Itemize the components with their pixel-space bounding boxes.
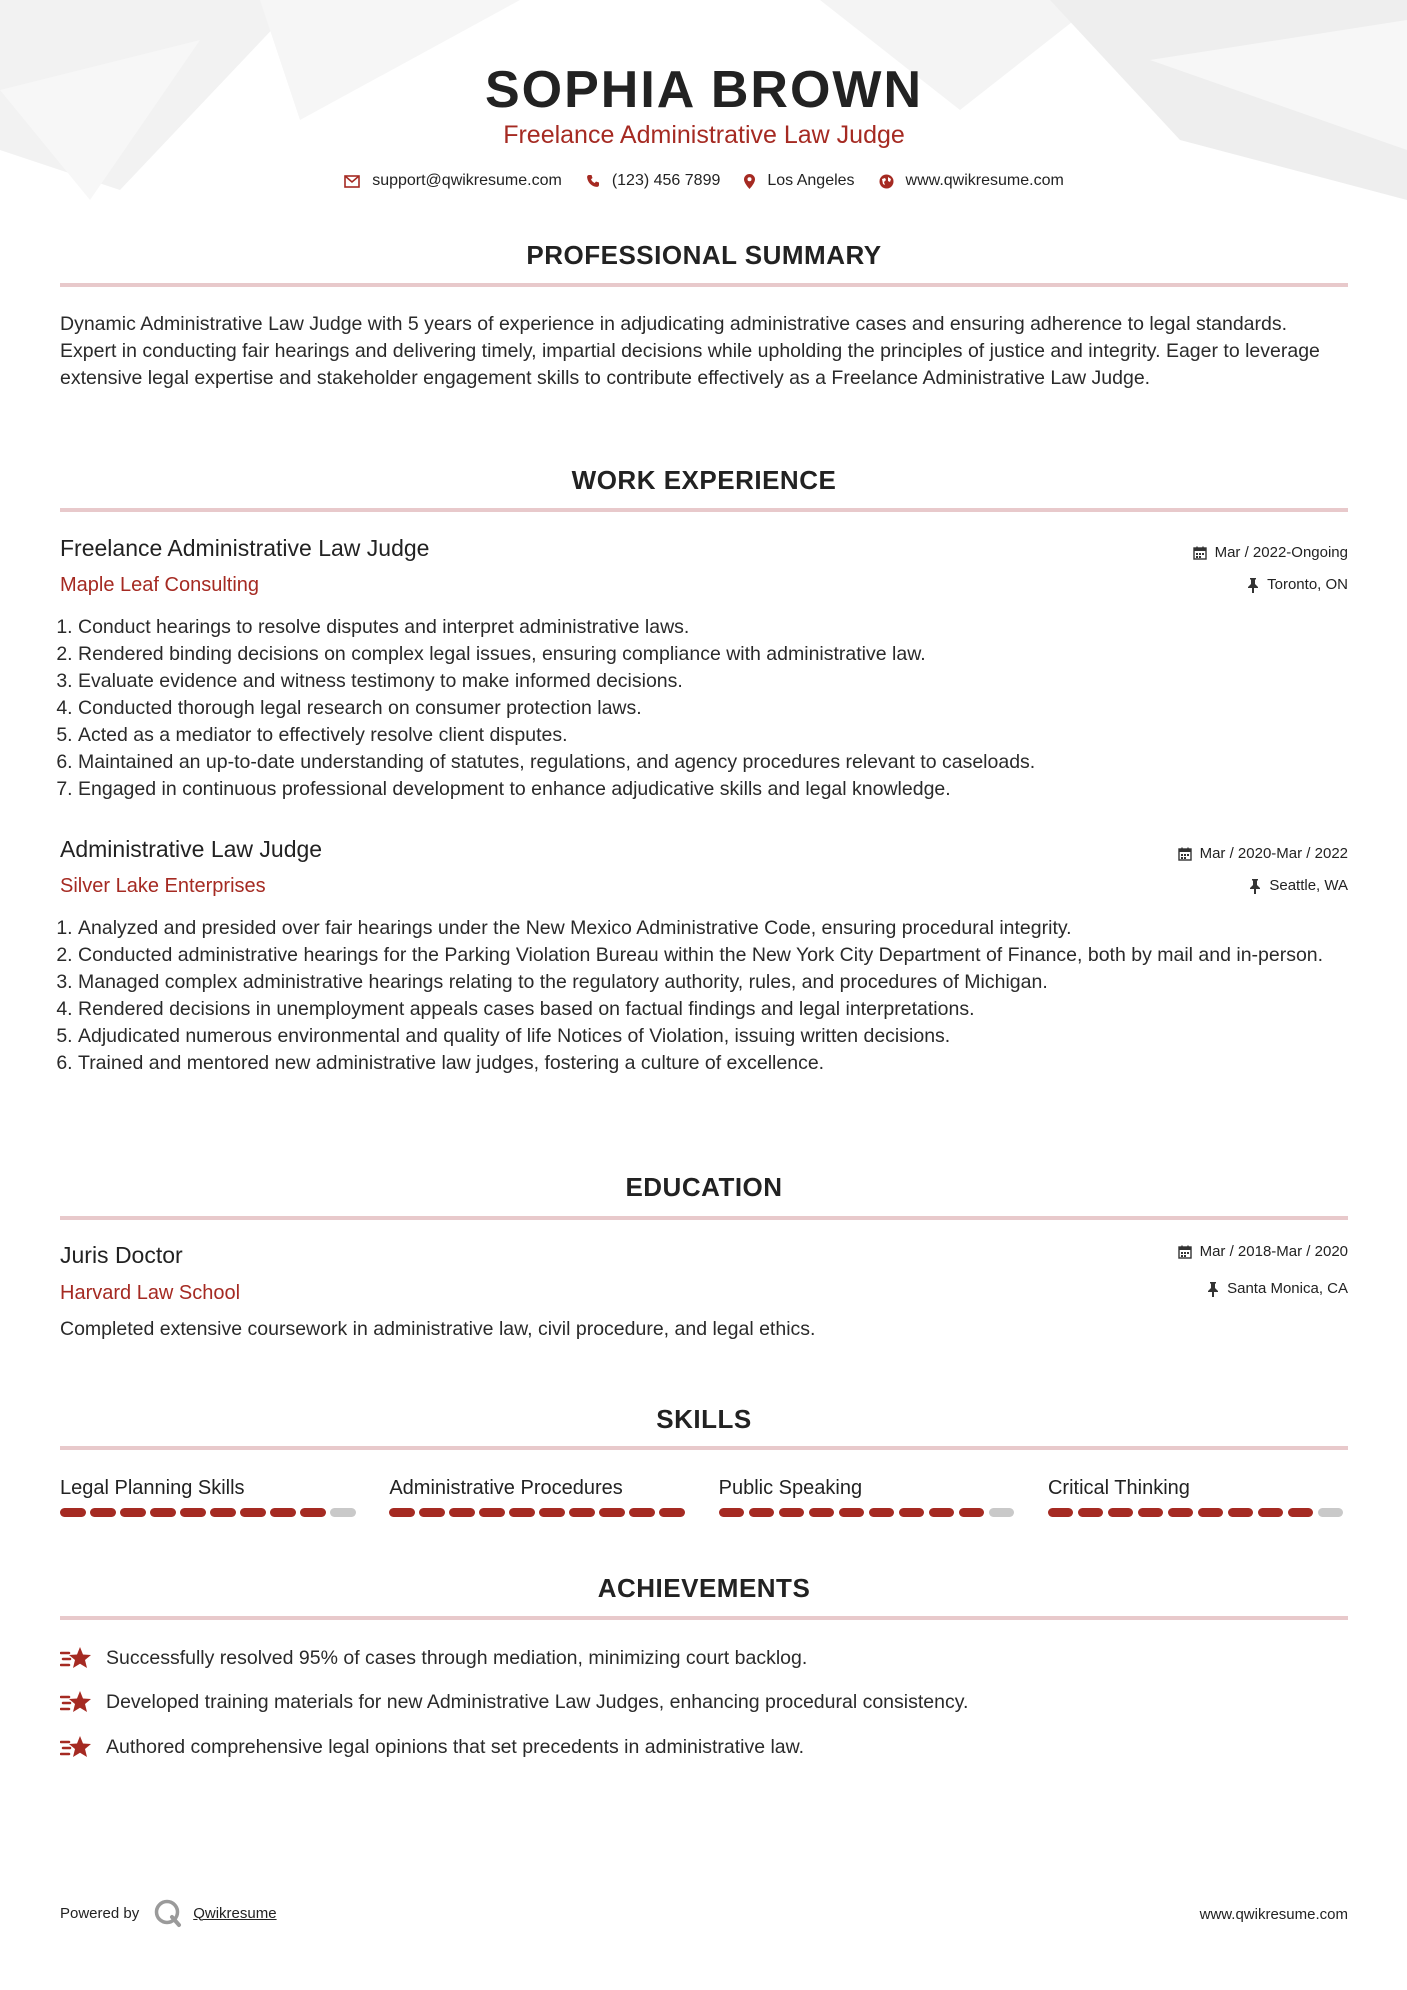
skill-segment-filled bbox=[839, 1508, 865, 1517]
skill-segment-empty bbox=[330, 1508, 356, 1517]
skill-item bbox=[389, 1474, 689, 1517]
achievements-heading: ACHIEVEMENTS bbox=[597, 1573, 811, 1603]
job-bullet: 1. Analyzed and presided over fair hearings under the New Mexico Administrative Code, ensuring procedural integrity. bbox=[78, 915, 1366, 942]
star-icon bbox=[60, 1645, 92, 1671]
job-bullet: 4. Conducted thorough legal research on consumer protection laws. bbox=[78, 695, 1366, 722]
job-bullet: 2. Conducted administrative hearings for the Parking Violation Bureau within the New York City Department of Finance, both by mail and in-person. bbox=[78, 942, 1366, 969]
skill-segment-filled bbox=[90, 1508, 116, 1517]
pushpin-icon bbox=[1247, 578, 1259, 593]
achievement-item bbox=[60, 1644, 807, 1672]
footer-website[interactable]: www.qwikresume.com bbox=[1199, 1906, 1348, 1923]
skill-segment-filled bbox=[210, 1508, 236, 1517]
section-divider bbox=[60, 508, 1348, 512]
skill-segment-filled bbox=[150, 1508, 176, 1517]
experience-heading: WORK EXPERIENCE bbox=[571, 465, 837, 495]
achievement-item bbox=[60, 1733, 804, 1761]
contact-email-text: support@qwikresume.com bbox=[372, 172, 562, 189]
job-bullet: 3. Evaluate evidence and witness testimony to make informed decisions. bbox=[78, 668, 1366, 695]
calendar-icon bbox=[1193, 546, 1207, 560]
skill-rating-bar bbox=[1048, 1508, 1348, 1517]
job-company: Maple Leaf Consulting bbox=[60, 574, 260, 596]
skill-item bbox=[719, 1474, 1019, 1517]
job-dates bbox=[1193, 543, 1348, 563]
map-pin-icon bbox=[744, 174, 755, 189]
skill-segment-filled bbox=[509, 1508, 535, 1517]
section-divider bbox=[60, 1216, 1348, 1220]
job-bullet: 5. Acted as a mediator to effectively resolve client disputes. bbox=[78, 722, 1366, 749]
skill-segment-filled bbox=[120, 1508, 146, 1517]
star-icon bbox=[60, 1689, 92, 1715]
job-bullet: 1. Conduct hearings to resolve disputes and interpret administrative laws. bbox=[78, 614, 1366, 641]
skill-segment-filled bbox=[1258, 1508, 1284, 1517]
skill-segment-filled bbox=[300, 1508, 326, 1517]
job-bullet: 3. Managed complex administrative hearings relating to the regulatory authority, rules, and procedures of Michigan. bbox=[78, 969, 1366, 996]
skill-segment-filled bbox=[599, 1508, 625, 1517]
job-bullet: 2. Rendered binding decisions on complex legal issues, ensuring compliance with administrative law. bbox=[78, 641, 1366, 668]
star-icon bbox=[60, 1734, 92, 1760]
job-location-text: Toronto, ON bbox=[1267, 576, 1348, 593]
job-bullet: 4. Rendered decisions in unemployment appeals cases based on factual findings and legal interpretations. bbox=[78, 996, 1366, 1023]
job-location bbox=[1249, 876, 1348, 896]
education-location bbox=[1207, 1279, 1348, 1299]
achievement-item bbox=[60, 1688, 968, 1716]
footer-branding bbox=[60, 1898, 277, 1928]
skill-segment-filled bbox=[809, 1508, 835, 1517]
skill-segment-empty bbox=[1318, 1508, 1344, 1517]
summary-heading: PROFESSIONAL SUMMARY bbox=[526, 240, 882, 270]
skill-segment-filled bbox=[869, 1508, 895, 1517]
qwikresume-link[interactable]: Qwikresume bbox=[193, 1904, 277, 1922]
contact-phone[interactable] bbox=[586, 172, 721, 190]
skill-rating-bar bbox=[60, 1508, 360, 1517]
summary-text: Dynamic Administrative Law Judge with 5 years of experience in adjudicating administrative cases and ensuring adherence to legal standards. Expert in conducting fair hearings and delivering timely, impartial decisions while upholding the principles of justice and integrity. Eager to leverage extensive legal expertise and stakeholder engagement skills to contribute effectively as a Freelance Administrative Law Judge. bbox=[60, 313, 1320, 389]
job-location-text: Seattle, WA bbox=[1269, 877, 1348, 894]
education-location-text: Santa Monica, CA bbox=[1227, 1280, 1348, 1297]
job-bullet: 5. Adjudicated numerous environmental and quality of life Notices of Violation, issuing written decisions. bbox=[78, 1023, 1366, 1050]
achievement-text: Developed training materials for new Administrative Law Judges, enhancing procedural consistency. bbox=[106, 1691, 969, 1713]
calendar-icon bbox=[1178, 847, 1192, 861]
contact-phone-text: (123) 456 7899 bbox=[611, 172, 721, 189]
education-heading: EDUCATION bbox=[625, 1172, 783, 1202]
contact-location-text: Los Angeles bbox=[767, 172, 855, 189]
skills-list bbox=[60, 1474, 1348, 1517]
job-bullets bbox=[60, 915, 1366, 1077]
powered-by-label: Powered by bbox=[60, 1904, 140, 1922]
skill-rating-bar bbox=[719, 1508, 1019, 1517]
job-dates-text: Mar / 2020-Mar / 2022 bbox=[1199, 845, 1348, 862]
skill-segment-filled bbox=[1108, 1508, 1134, 1517]
pushpin-icon bbox=[1207, 1282, 1219, 1297]
calendar-icon bbox=[1178, 1245, 1192, 1259]
envelope-icon bbox=[344, 175, 360, 188]
section-divider bbox=[60, 1446, 1348, 1450]
skill-segment-filled bbox=[899, 1508, 925, 1517]
skill-segment-filled bbox=[449, 1508, 475, 1517]
job-title: Freelance Administrative Law Judge bbox=[60, 535, 430, 561]
achievement-text: Successfully resolved 95% of cases through mediation, minimizing court backlog. bbox=[106, 1647, 808, 1669]
skill-item bbox=[1048, 1474, 1348, 1517]
contact-location bbox=[744, 172, 854, 190]
skill-segment-filled bbox=[719, 1508, 745, 1517]
skill-segment-filled bbox=[180, 1508, 206, 1517]
skill-segment-filled bbox=[389, 1508, 415, 1517]
skill-segment-filled bbox=[240, 1508, 266, 1517]
skill-label: Public Speaking bbox=[718, 1477, 863, 1499]
contact-website-text: www.qwikresume.com bbox=[905, 172, 1064, 189]
skill-segment-filled bbox=[1048, 1508, 1074, 1517]
job-location bbox=[1247, 575, 1348, 595]
skill-segment-filled bbox=[419, 1508, 445, 1517]
skills-heading: SKILLS bbox=[656, 1404, 752, 1434]
pushpin-icon bbox=[1249, 879, 1261, 894]
skill-label: Legal Planning Skills bbox=[60, 1477, 245, 1499]
skill-segment-filled bbox=[749, 1508, 775, 1517]
skill-segment-filled bbox=[779, 1508, 805, 1517]
skill-segment-filled bbox=[1288, 1508, 1314, 1517]
skill-segment-filled bbox=[1228, 1508, 1254, 1517]
candidate-name: SOPHIA BROWN bbox=[484, 61, 924, 119]
section-divider bbox=[60, 283, 1348, 287]
skill-segment-filled bbox=[929, 1508, 955, 1517]
education-school: Harvard Law School bbox=[60, 1282, 241, 1304]
job-dates bbox=[1178, 844, 1348, 864]
skill-segment-filled bbox=[959, 1508, 985, 1517]
education-dates bbox=[1178, 1242, 1348, 1262]
skill-segment-filled bbox=[539, 1508, 565, 1517]
job-dates-text: Mar / 2022-Ongoing bbox=[1214, 544, 1348, 561]
skill-segment-filled bbox=[659, 1508, 685, 1517]
skill-segment-filled bbox=[629, 1508, 655, 1517]
skill-label: Critical Thinking bbox=[1047, 1477, 1190, 1499]
job-title: Administrative Law Judge bbox=[60, 836, 323, 862]
skill-segment-filled bbox=[1138, 1508, 1164, 1517]
contact-bar bbox=[60, 172, 1348, 190]
skill-label: Administrative Procedures bbox=[389, 1477, 623, 1499]
skill-segment-filled bbox=[1078, 1508, 1104, 1517]
skill-segment-filled bbox=[60, 1508, 86, 1517]
skill-item bbox=[60, 1474, 360, 1517]
skill-rating-bar bbox=[389, 1508, 689, 1517]
skill-segment-filled bbox=[1198, 1508, 1224, 1517]
education-dates-text: Mar / 2018-Mar / 2020 bbox=[1199, 1243, 1348, 1260]
section-divider bbox=[60, 1616, 1348, 1620]
job-company: Silver Lake Enterprises bbox=[60, 875, 266, 897]
education-description: Completed extensive coursework in administrative law, civil procedure, and legal ethics. bbox=[60, 1318, 816, 1340]
skill-segment-filled bbox=[479, 1508, 505, 1517]
candidate-title: Freelance Administrative Law Judge bbox=[503, 121, 905, 149]
skill-segment-empty bbox=[989, 1508, 1015, 1517]
globe-icon bbox=[879, 174, 894, 189]
job-bullet: 6. Maintained an up-to-date understanding of statutes, regulations, and agency procedures relevant to caseloads. bbox=[78, 749, 1366, 776]
contact-website[interactable] bbox=[879, 172, 1064, 190]
qwikresume-logo-icon bbox=[153, 1898, 183, 1928]
job-bullet: 7. Engaged in continuous professional development to enhance adjudicative skills and legal knowledge. bbox=[78, 776, 1366, 803]
job-bullets bbox=[60, 614, 1366, 803]
contact-email[interactable] bbox=[344, 172, 562, 190]
skill-segment-filled bbox=[270, 1508, 296, 1517]
achievement-text: Authored comprehensive legal opinions that set precedents in administrative law. bbox=[106, 1736, 805, 1758]
education-degree: Juris Doctor bbox=[60, 1242, 183, 1268]
job-bullet: 6. Trained and mentored new administrative law judges, fostering a culture of excellence. bbox=[78, 1050, 1366, 1077]
skill-segment-filled bbox=[569, 1508, 595, 1517]
phone-icon bbox=[586, 174, 600, 188]
skill-segment-filled bbox=[1168, 1508, 1194, 1517]
